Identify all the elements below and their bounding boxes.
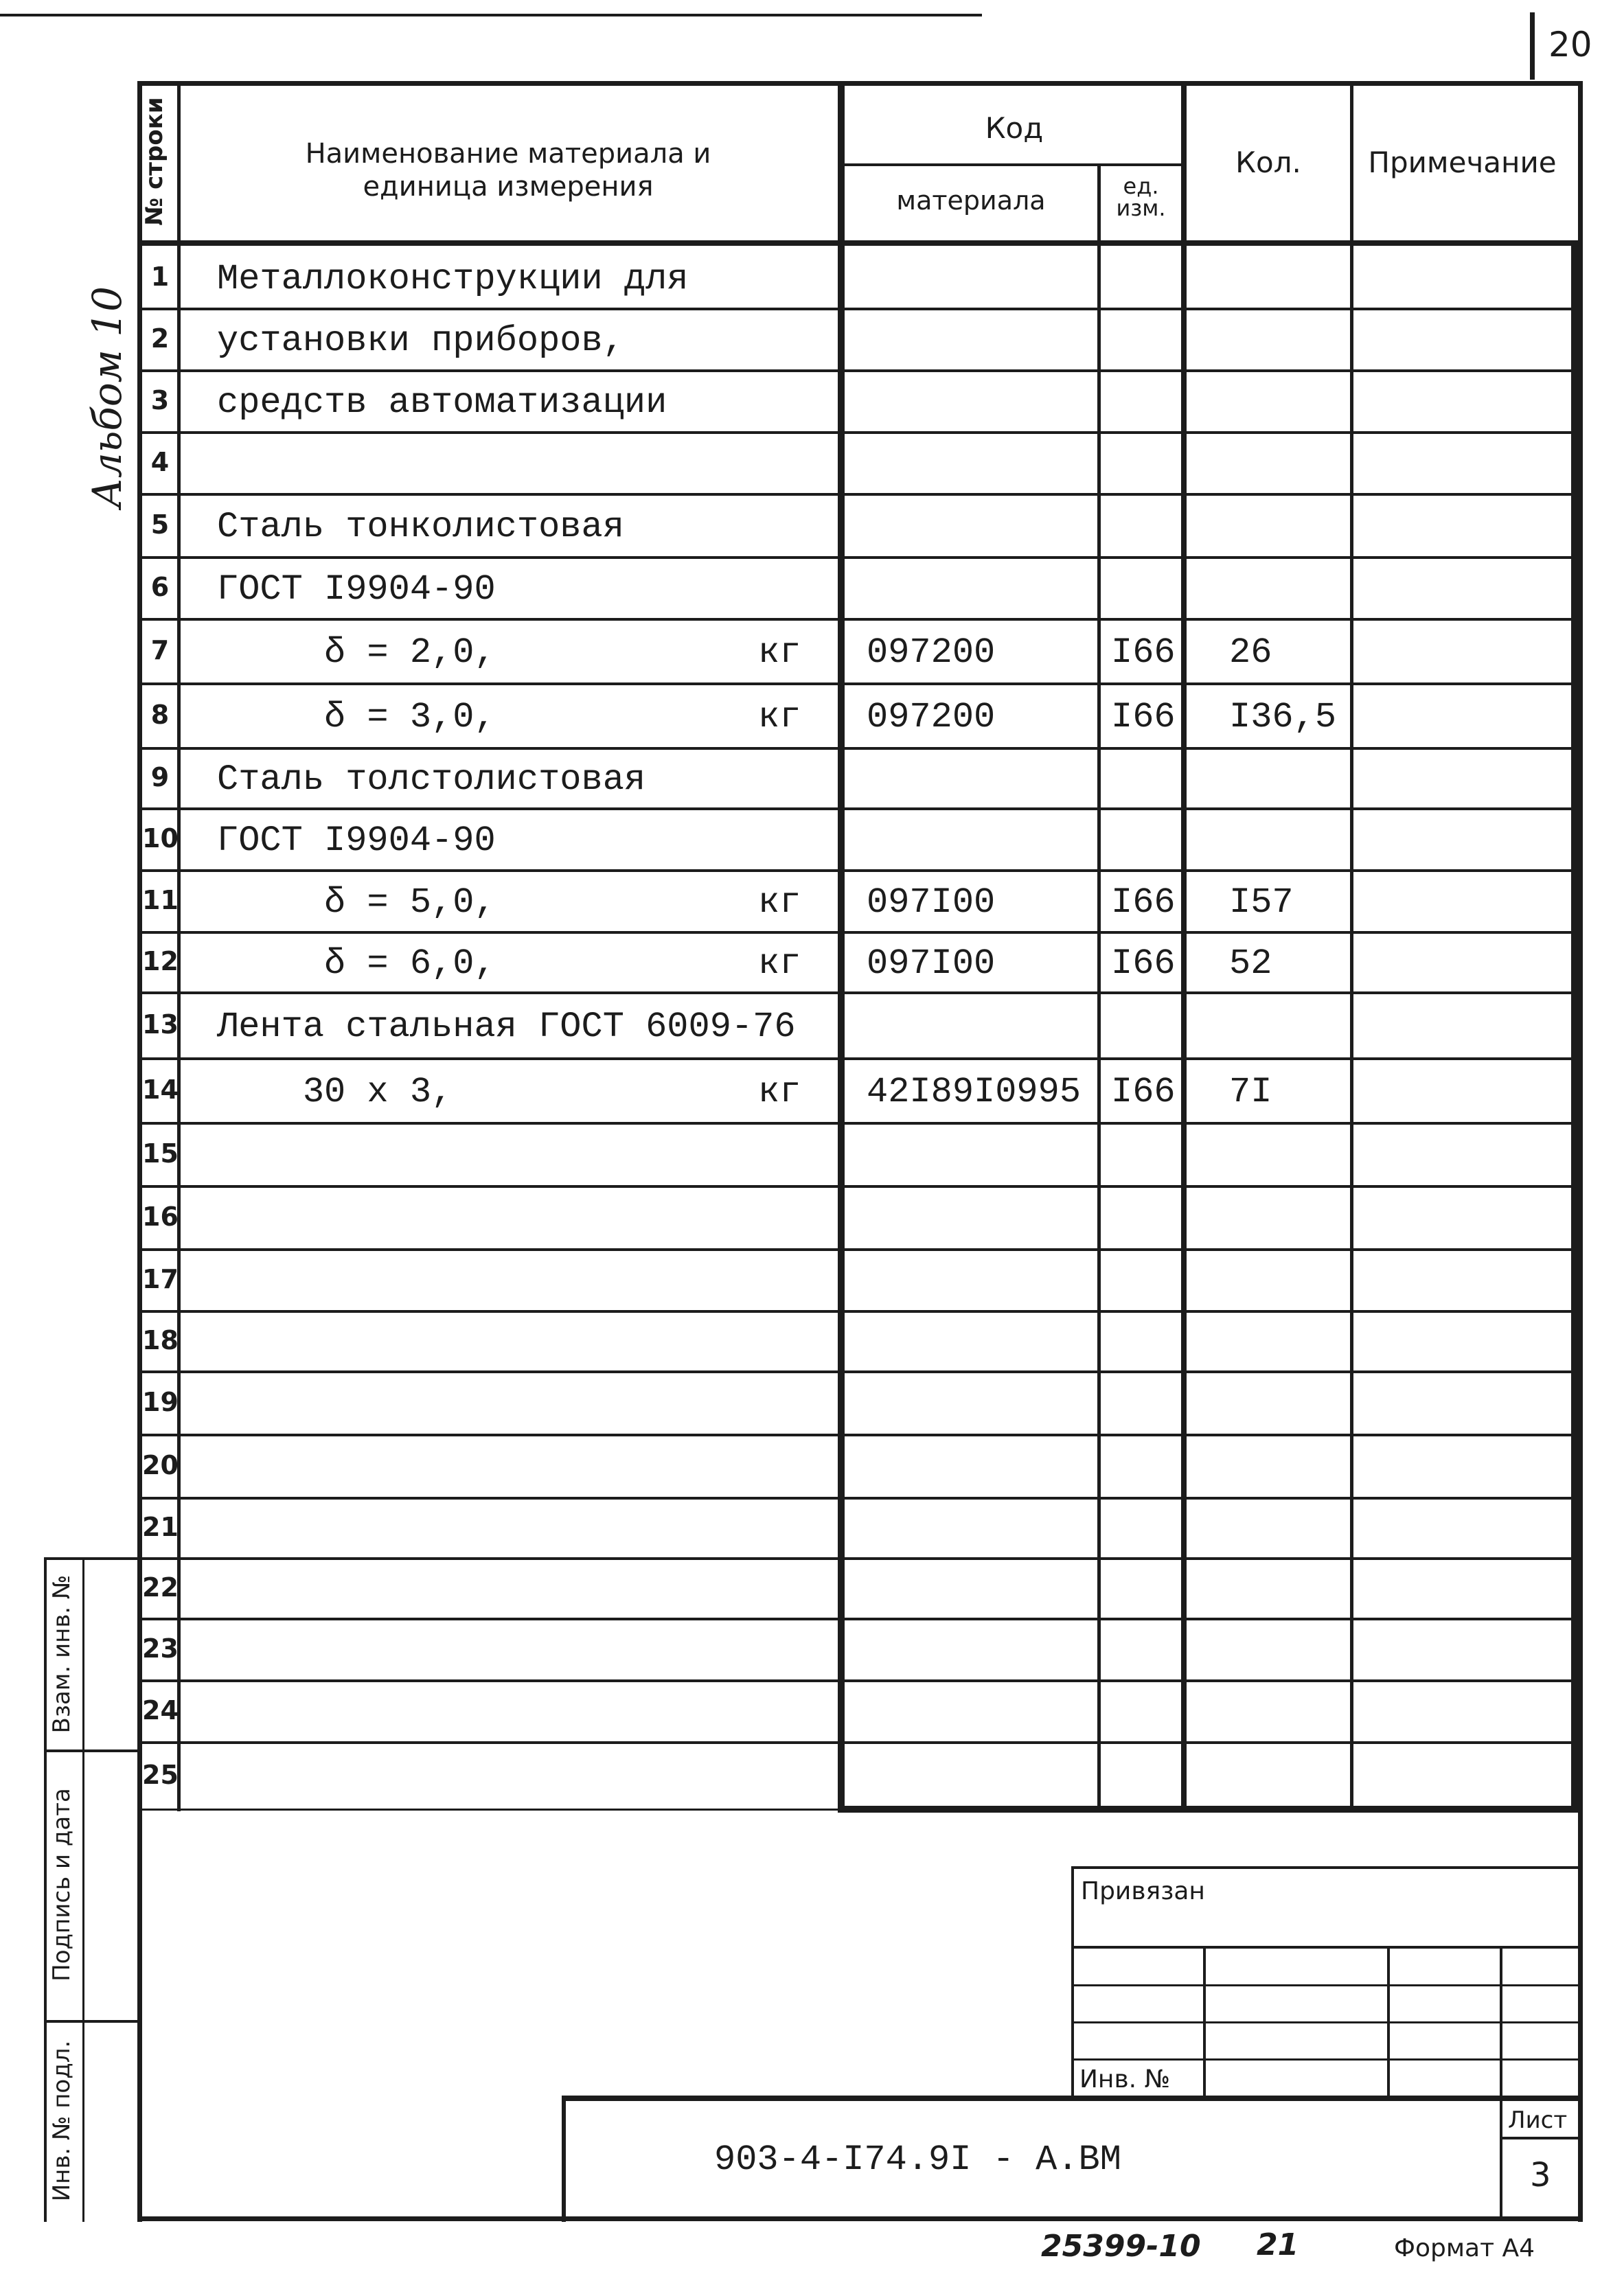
table-row <box>137 1370 1583 1434</box>
table-row <box>137 931 1583 991</box>
order-number: 25399-10 <box>1041 2229 1201 2264</box>
header-unit-code: ед. изм. <box>1116 173 1166 221</box>
row-material-name: установки приборов, <box>217 321 624 361</box>
table-row <box>137 1557 1583 1618</box>
row-number: 2 <box>150 323 170 354</box>
table-row <box>137 246 1583 308</box>
table-row <box>137 1248 1583 1310</box>
row-unit-code: I66 <box>1111 632 1176 673</box>
row-material-name: δ = 5,0, <box>217 882 496 923</box>
row-number: 7 <box>150 635 170 665</box>
row-unit-code: I66 <box>1111 882 1176 923</box>
row-number: 25 <box>142 1760 179 1790</box>
row-number: 9 <box>150 762 170 792</box>
row-number: 3 <box>150 385 170 415</box>
row-material-name: Сталь тонколистовая <box>217 507 624 547</box>
stamp-vzam-inv: Взам. инв. № <box>48 1574 76 1734</box>
row-number: 14 <box>142 1075 179 1105</box>
row-number: 5 <box>150 509 170 540</box>
row-quantity: I36,5 <box>1229 697 1337 737</box>
row-unit-code: I66 <box>1111 1072 1176 1112</box>
stamp-podpis-data: Подпись и дата <box>48 1788 76 1982</box>
table-row <box>137 807 1583 869</box>
row-material-name: δ = 6,0, <box>217 943 496 984</box>
row-number: 18 <box>142 1325 179 1355</box>
page-corner-number: 20 <box>1548 25 1592 65</box>
document-code: 903-4-I74.9I - A.BM <box>714 2139 1121 2180</box>
table-row <box>137 682 1583 747</box>
row-unit: кг <box>758 882 801 923</box>
row-unit-code: I66 <box>1111 697 1176 737</box>
row-number: 1 <box>150 262 170 292</box>
table-row <box>137 369 1583 431</box>
header-material-code: материала <box>896 185 1046 216</box>
row-unit-code: I66 <box>1111 943 1176 984</box>
table-row <box>137 493 1583 556</box>
table-row <box>137 869 1583 931</box>
row-unit: кг <box>758 1072 801 1112</box>
table-row <box>137 1122 1583 1185</box>
table-row <box>137 747 1583 807</box>
header-quantity: Кол. <box>1235 146 1301 179</box>
row-number: 19 <box>142 1387 179 1417</box>
row-unit: кг <box>758 632 801 673</box>
table-row <box>137 1618 1583 1679</box>
row-material-name: Лента стальная ГОСТ 6009-76 <box>217 1007 796 1047</box>
table-row <box>137 618 1583 682</box>
row-number: 13 <box>142 1009 179 1040</box>
row-unit: кг <box>758 943 801 984</box>
format-label: Формат А4 <box>1394 2234 1535 2262</box>
row-number: 12 <box>142 946 179 976</box>
row-material-name: средств автоматизации <box>217 382 667 423</box>
row-number: 6 <box>150 572 170 602</box>
row-unit: кг <box>758 697 801 737</box>
table-row <box>137 1185 1583 1248</box>
row-number: 22 <box>142 1572 179 1603</box>
row-material-code: 097200 <box>867 632 996 673</box>
row-number: 17 <box>142 1264 179 1294</box>
table-row <box>137 1057 1583 1122</box>
row-material-name: δ = 2,0, <box>217 632 496 673</box>
row-quantity: I57 <box>1229 882 1294 923</box>
row-number: 8 <box>150 700 170 730</box>
row-material-code: 097I00 <box>867 882 996 923</box>
table-row <box>137 308 1583 369</box>
row-number: 11 <box>142 885 179 915</box>
row-material-code: 097200 <box>867 697 996 737</box>
table-row <box>137 1679 1583 1741</box>
table-row <box>137 1741 1583 1809</box>
header-note: Примечание <box>1368 146 1557 179</box>
row-material-name: Металлоконструкции для <box>217 259 689 299</box>
row-material-name: ГОСТ I9904-90 <box>217 569 496 610</box>
footer-page-number: 21 <box>1257 2227 1299 2262</box>
stamp-inv-podl: Инв. № подл. <box>48 2040 76 2202</box>
row-material-code: 097I00 <box>867 943 996 984</box>
album-side-note: Альбом 10 <box>84 286 130 508</box>
row-number: 4 <box>150 447 170 477</box>
row-number: 24 <box>142 1695 179 1725</box>
row-quantity: 7I <box>1229 1072 1272 1112</box>
title-inv-no: Инв. № <box>1079 2065 1171 2093</box>
row-quantity: 52 <box>1229 943 1272 984</box>
sheet-number: 3 <box>1530 2156 1551 2194</box>
row-material-name: ГОСТ I9904-90 <box>217 821 496 861</box>
row-number: 15 <box>142 1138 179 1169</box>
table-row <box>137 1310 1583 1370</box>
row-material-code: 42I89I0995 <box>867 1072 1082 1112</box>
table-row <box>137 431 1583 493</box>
row-material-name: δ = 3,0, <box>217 697 496 737</box>
row-number: 16 <box>142 1202 179 1232</box>
row-number: 21 <box>142 1512 179 1542</box>
row-number: 23 <box>142 1633 179 1664</box>
row-quantity: 26 <box>1229 632 1272 673</box>
table-row <box>137 991 1583 1057</box>
row-number: 10 <box>142 823 179 853</box>
row-number: 20 <box>142 1450 179 1480</box>
title-privyazan: Привязан <box>1081 1877 1205 1905</box>
row-material-name: Сталь толстолистовая <box>217 759 646 800</box>
header-material-name: Наименование материала и единица измерения <box>305 138 711 203</box>
table-row <box>137 1497 1583 1557</box>
header-code: Код <box>985 111 1044 145</box>
sheet-label: Лист <box>1508 2107 1568 2134</box>
table-row <box>137 556 1583 618</box>
header-row-number: № строки <box>141 97 168 226</box>
table-row <box>137 1434 1583 1497</box>
row-material-name: 30 x 3, <box>217 1072 453 1112</box>
